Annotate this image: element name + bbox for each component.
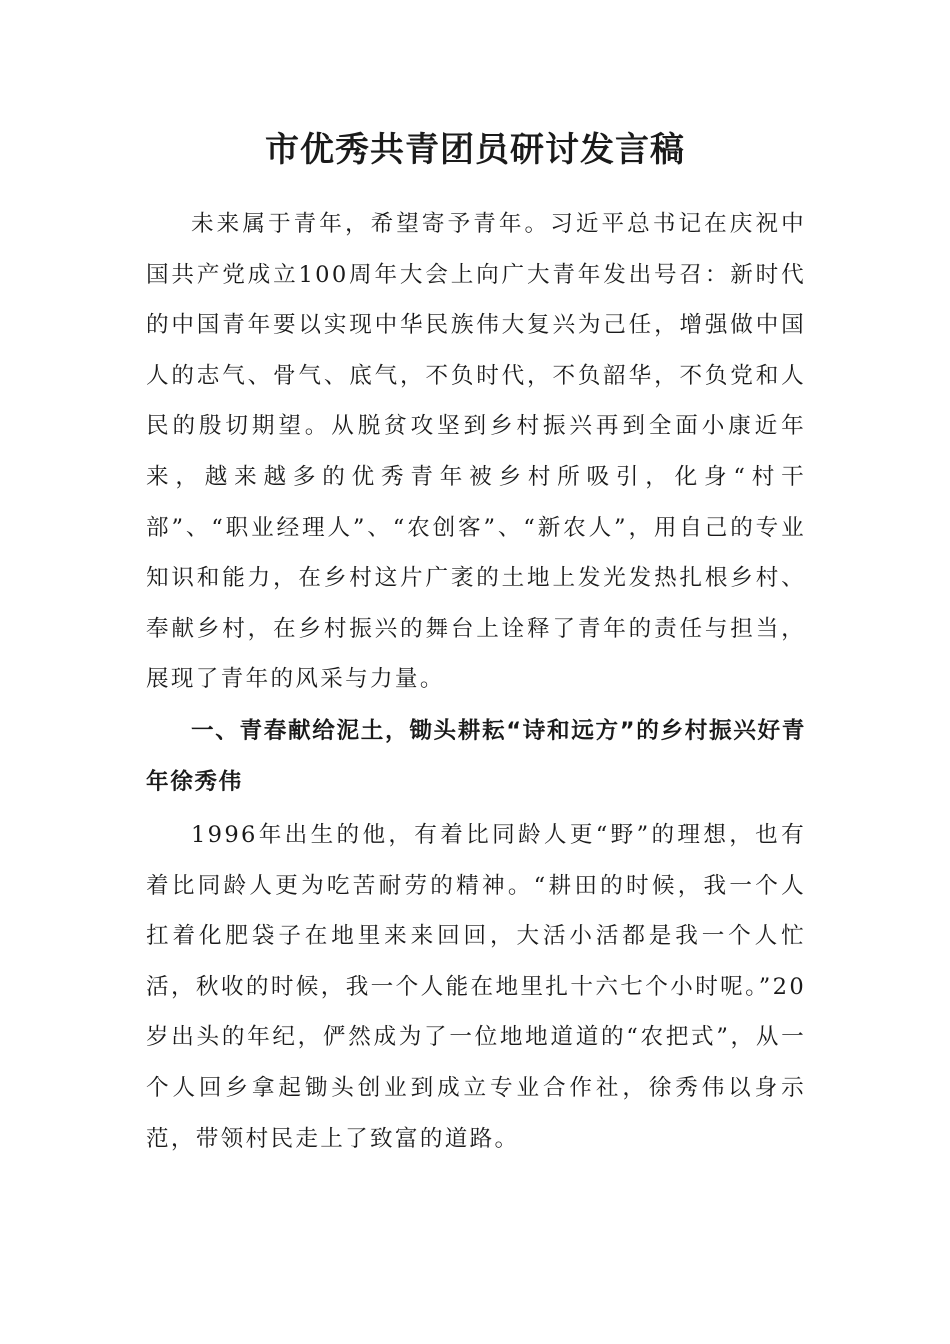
section-heading-block (146, 706, 806, 807)
intro-paragraph: 未来属于青年，希望寄予青年。习近平总书记在庆祝中国共产党成立100周年大会上向广大青年发出号召：新时代的中国青年要以实现中华民族伟大复兴为己任，增强做中国人的志气、骨气、底气，不负时代，不负韶华，不负党和人民的殷切期望。从脱贫攻坚到乡村振兴再到全面小康近年来，越来越多的优秀青年被乡村所吸引，化身“村干部”、“职业经理人”、“农创客”、“新农人”，用自己的专业知识和能力，在乡村这片广袤的土地上发光发热扎根乡村、奉献乡村，在乡村振兴的舞台上诠释了青年的责任与担当，展现了青年的风采与力量。 (146, 211, 806, 693)
section-heading: 一、青春献给泥土，锄头耕耘“诗和远方”的乡村振兴好青年徐秀伟 (146, 718, 806, 795)
section-paragraph: 1996年出生的他，有着比同龄人更“野”的理想，也有着比同龄人更为吃苦耐劳的精神。“耕田的时候，我一个人扛着化肥袋子在地里来来回回，大活小活都是我一个人忙活，秋收的时候，我一个人能在地里扎十六七个小时呢。”20岁出头的年纪，俨然成为了一位地地道道的“农把式”，从一个人回乡拿起锄头创业到成立专业合作社，徐秀伟以身示范，带领村民走上了致富的道路。 (146, 822, 806, 1152)
section-paragraph-block (146, 810, 806, 1164)
intro-paragraph-block (146, 199, 806, 705)
document-title: 市优秀共青团员研讨发言稿 (265, 130, 685, 170)
